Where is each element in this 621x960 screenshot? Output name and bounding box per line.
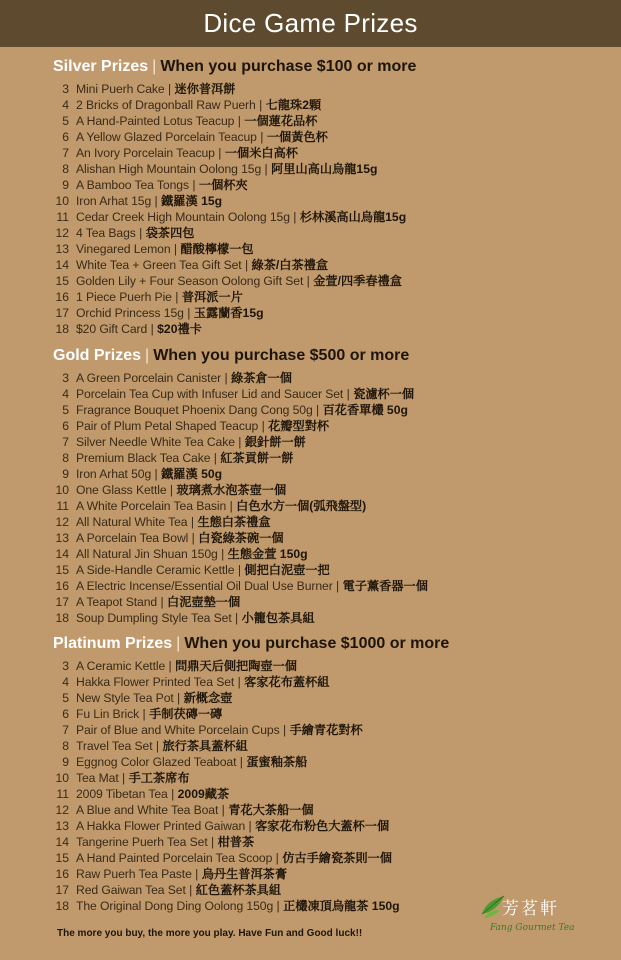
prize-item bbox=[53, 514, 613, 530]
item-separator: | bbox=[221, 371, 232, 385]
prize-name-chinese: 一個蓮花品杯 bbox=[244, 114, 318, 128]
prize-name-chinese: 手制茯磚一磚 bbox=[149, 707, 223, 721]
prize-name-chinese: 烏丹生普洱茶膏 bbox=[201, 867, 288, 881]
prize-name-english: $20 Gift Card bbox=[76, 322, 148, 336]
heading-separator: | bbox=[145, 347, 150, 364]
dice-roll-number: 3 bbox=[62, 371, 69, 385]
dice-roll-number: 5 bbox=[62, 403, 69, 417]
prize-name-english: Alishan High Mountain Oolong 15g bbox=[76, 162, 262, 176]
prize-name-chinese: 迷你普洱餅 bbox=[174, 82, 236, 96]
prize-name-english: A White Porcelain Tea Basin bbox=[76, 499, 227, 513]
heading-separator: | bbox=[152, 58, 157, 75]
item-separator: | bbox=[164, 82, 175, 96]
item-separator: | bbox=[256, 130, 267, 144]
item-separator: | bbox=[343, 387, 354, 401]
gold-prizes-section bbox=[53, 344, 613, 626]
dice-roll-number: 5 bbox=[62, 114, 69, 128]
prize-item bbox=[53, 81, 613, 97]
prize-name-english: Porcelain Tea Cup with Infuser Lid and Saucer Set bbox=[76, 387, 344, 401]
prize-name-english: 1 Piece Puerh Pie bbox=[76, 290, 172, 304]
prize-item bbox=[53, 450, 613, 466]
prize-name-chinese: 蛋蜜釉茶船 bbox=[246, 755, 308, 769]
dice-roll-number: 6 bbox=[62, 419, 69, 433]
prize-item bbox=[53, 321, 613, 337]
prize-name-chinese: 新概念壺 bbox=[183, 691, 233, 705]
prize-name-chinese: 正欉凍頂烏龍茶 150g bbox=[283, 899, 400, 913]
dice-roll-number: 7 bbox=[62, 435, 69, 449]
item-separator: | bbox=[147, 322, 158, 336]
prize-item bbox=[53, 770, 613, 786]
dice-roll-number: 7 bbox=[62, 146, 69, 160]
brand-logo bbox=[478, 892, 588, 940]
item-separator: | bbox=[255, 98, 266, 112]
prize-name-english: A Green Porcelain Canister bbox=[76, 371, 222, 385]
prize-name-chinese: 一個黃色杯 bbox=[266, 130, 328, 144]
prize-name-chinese: 2009藏茶 bbox=[177, 787, 230, 801]
prize-item bbox=[53, 289, 613, 305]
prize-item bbox=[53, 386, 613, 402]
dice-roll-number: 10 bbox=[55, 483, 69, 497]
section-heading bbox=[53, 344, 613, 368]
tier-condition: When you purchase $100 or more bbox=[160, 58, 417, 75]
prize-name-chinese: 一個米白高杯 bbox=[224, 146, 298, 160]
item-separator: | bbox=[188, 178, 199, 192]
prize-name-chinese: 白色水方一個(弧飛盤型) bbox=[236, 499, 367, 513]
heading-separator: | bbox=[176, 635, 181, 652]
prize-name-chinese: 旅行茶具蓋杯組 bbox=[162, 739, 248, 753]
item-separator: | bbox=[170, 242, 181, 256]
tier-name: Platinum Prizes bbox=[53, 635, 173, 652]
prize-name-english: 2009 Tibetan Tea bbox=[76, 787, 168, 801]
dice-roll-number: 16 bbox=[55, 579, 69, 593]
dice-roll-number: 3 bbox=[62, 659, 69, 673]
prize-name-english: White Tea + Green Tea Gift Set bbox=[76, 258, 242, 272]
section-heading bbox=[53, 632, 613, 656]
dice-roll-number: 8 bbox=[62, 162, 69, 176]
prize-item bbox=[53, 305, 613, 321]
title-bar bbox=[0, 0, 621, 47]
dice-roll-number: 11 bbox=[56, 787, 69, 801]
prize-name-chinese: 百花香單欉 50g bbox=[322, 403, 408, 417]
dice-roll-number: 12 bbox=[55, 226, 69, 240]
dice-roll-number: 3 bbox=[62, 82, 69, 96]
item-separator: | bbox=[173, 691, 184, 705]
prize-name-chinese: 青花大茶船一個 bbox=[228, 803, 314, 817]
dice-roll-number: 18 bbox=[55, 611, 69, 625]
tier-condition: When you purchase $1000 or more bbox=[184, 635, 450, 652]
prize-name-chinese: 紅色蓋杯茶具組 bbox=[195, 883, 282, 897]
prize-item bbox=[53, 466, 613, 482]
prize-item bbox=[53, 241, 613, 257]
page-title: Dice Game Prizes bbox=[203, 8, 418, 38]
prize-name-chinese: 小籠包茶具組 bbox=[241, 611, 315, 625]
prize-name-english: Orchid Princess 15g bbox=[76, 306, 184, 320]
prize-name-english: All Natural Jin Shuan 150g bbox=[76, 547, 218, 561]
prize-item bbox=[53, 818, 613, 834]
prize-name-chinese: $20禮卡 bbox=[157, 322, 202, 336]
prize-name-chinese: 七龍珠2顆 bbox=[265, 98, 322, 112]
item-separator: | bbox=[261, 162, 272, 176]
prize-name-chinese: 客家花布粉色大蓋杯一個 bbox=[255, 819, 390, 833]
prize-item bbox=[53, 658, 613, 674]
dice-roll-number: 17 bbox=[55, 883, 69, 897]
prize-name-english: Vinegared Lemon bbox=[76, 242, 171, 256]
prize-name-chinese: 醋酸檸檬一包 bbox=[180, 242, 254, 256]
item-separator: | bbox=[118, 771, 129, 785]
prize-name-english: 2 Bricks of Dragonball Raw Puerh bbox=[76, 98, 256, 112]
prize-item bbox=[53, 434, 613, 450]
dice-roll-number: 11 bbox=[56, 210, 69, 224]
dice-roll-number: 13 bbox=[55, 242, 69, 256]
item-separator: | bbox=[185, 883, 196, 897]
item-separator: | bbox=[236, 755, 247, 769]
item-separator: | bbox=[210, 451, 221, 465]
prize-name-english: Cedar Creek High Mountain Oolong 15g bbox=[76, 210, 290, 224]
logo-english-name: Fang Gourmet Tea bbox=[490, 923, 575, 933]
dice-roll-number: 8 bbox=[62, 739, 69, 753]
prize-name-english: Soup Dumpling Style Tea Set bbox=[76, 611, 232, 625]
prize-name-english: A Electric Incense/Essential Oil Dual Use Burner bbox=[76, 579, 333, 593]
prize-item bbox=[53, 866, 613, 882]
prize-item bbox=[53, 257, 613, 273]
prize-name-chinese: 白瓷綠茶碗一個 bbox=[198, 531, 284, 545]
prize-item bbox=[53, 594, 613, 610]
prize-item bbox=[53, 177, 613, 193]
prize-item bbox=[53, 418, 613, 434]
item-separator: | bbox=[303, 274, 314, 288]
prize-name-english: Tea Mat bbox=[76, 771, 119, 785]
item-separator: | bbox=[171, 290, 182, 304]
dice-roll-number: 7 bbox=[62, 723, 69, 737]
item-separator: | bbox=[157, 595, 168, 609]
item-separator: | bbox=[207, 835, 218, 849]
dice-roll-number: 13 bbox=[55, 819, 69, 833]
prize-name-chinese: 問鼎天后側把陶壺一個 bbox=[175, 659, 297, 673]
dice-roll-number: 18 bbox=[55, 322, 69, 336]
prize-item bbox=[53, 145, 613, 161]
item-separator: | bbox=[152, 739, 163, 753]
tier-condition: When you purchase $500 or more bbox=[153, 347, 410, 364]
prize-item bbox=[53, 402, 613, 418]
prize-item bbox=[53, 834, 613, 850]
prize-name-chinese: 瓷濾杯一個 bbox=[353, 387, 415, 401]
prize-name-english: A Yellow Glazed Porcelain Teacup bbox=[76, 130, 257, 144]
prize-name-chinese: 手繪青花對杯 bbox=[289, 723, 363, 737]
silver-prizes-section bbox=[53, 55, 613, 337]
dice-roll-number: 4 bbox=[62, 387, 69, 401]
prize-name-english: 4 Tea Bags bbox=[76, 226, 136, 240]
platinum-prizes-section bbox=[53, 632, 613, 914]
prize-name-english: An Ivory Porcelain Teacup bbox=[76, 146, 215, 160]
prize-name-chinese: 電子薰香器一個 bbox=[342, 579, 428, 593]
prize-item bbox=[53, 610, 613, 626]
prize-name-english: All Natural White Tea bbox=[76, 515, 188, 529]
prize-item bbox=[53, 129, 613, 145]
prize-name-chinese: 一個杯夾 bbox=[198, 178, 248, 192]
prize-name-english: A Side-Handle Ceramic Kettle bbox=[76, 563, 235, 577]
dice-roll-number: 17 bbox=[55, 595, 69, 609]
section-heading bbox=[53, 55, 613, 79]
prize-item bbox=[53, 850, 613, 866]
prize-name-english: Pair of Blue and White Porcelain Cups bbox=[76, 723, 280, 737]
item-separator: | bbox=[165, 659, 176, 673]
dice-roll-number: 9 bbox=[62, 755, 69, 769]
item-separator: | bbox=[312, 403, 323, 417]
tier-name: Gold Prizes bbox=[53, 347, 142, 364]
dice-roll-number: 15 bbox=[55, 274, 69, 288]
dice-roll-number: 4 bbox=[62, 98, 69, 112]
prize-name-chinese: 綠茶/白茶禮盒 bbox=[251, 258, 329, 272]
prize-item bbox=[53, 546, 613, 562]
prize-name-english: Fragrance Bouquet Phoenix Dang Cong 50g bbox=[76, 403, 313, 417]
prize-name-english: A Bamboo Tea Tongs bbox=[76, 178, 189, 192]
dice-roll-number: 18 bbox=[55, 899, 69, 913]
prize-name-english: Pair of Plum Petal Shaped Teacup bbox=[76, 419, 259, 433]
prize-name-chinese: 鐵羅漢 15g bbox=[161, 194, 223, 208]
item-separator: | bbox=[191, 867, 202, 881]
prize-item bbox=[53, 802, 613, 818]
prize-name-english: A Hand-Painted Lotus Teacup bbox=[76, 114, 235, 128]
prize-name-english: Hakka Flower Printed Tea Set bbox=[76, 675, 235, 689]
item-separator: | bbox=[234, 114, 245, 128]
prize-name-chinese: 綠茶倉一個 bbox=[231, 371, 292, 385]
prize-name-chinese: 柑普茶 bbox=[217, 835, 255, 849]
tier-name: Silver Prizes bbox=[53, 58, 149, 75]
prize-name-chinese: 杉林溪高山烏龍15g bbox=[299, 210, 407, 224]
prize-list bbox=[53, 658, 613, 914]
item-separator: | bbox=[217, 547, 228, 561]
prize-name-english: Eggnog Color Glazed Teaboat bbox=[76, 755, 237, 769]
item-separator: | bbox=[188, 531, 199, 545]
item-separator: | bbox=[135, 226, 146, 240]
prize-name-english: Travel Tea Set bbox=[76, 739, 153, 753]
dice-roll-number: 12 bbox=[55, 803, 69, 817]
item-separator: | bbox=[226, 499, 237, 513]
prize-name-english: A Blue and White Tea Boat bbox=[76, 803, 219, 817]
prize-name-english: Mini Puerh Cake bbox=[76, 82, 165, 96]
item-separator: | bbox=[166, 483, 177, 497]
prize-item bbox=[53, 482, 613, 498]
item-separator: | bbox=[187, 515, 198, 529]
item-separator: | bbox=[272, 851, 283, 865]
prize-name-chinese: 玉露蘭香15g bbox=[193, 306, 264, 320]
dice-roll-number: 10 bbox=[55, 771, 69, 785]
item-separator: | bbox=[234, 675, 245, 689]
prize-name-english: Tangerine Puerh Tea Set bbox=[76, 835, 208, 849]
item-separator: | bbox=[273, 899, 284, 913]
prize-name-chinese: 袋茶四包 bbox=[145, 226, 195, 240]
prize-item bbox=[53, 722, 613, 738]
dice-roll-number: 15 bbox=[55, 851, 69, 865]
prize-item bbox=[53, 706, 613, 722]
prize-name-chinese: 白泥壺墊一個 bbox=[167, 595, 241, 609]
prize-name-chinese: 銀針餅一餅 bbox=[244, 435, 306, 449]
prize-name-english: A Porcelain Tea Bowl bbox=[76, 531, 189, 545]
dice-roll-number: 14 bbox=[55, 835, 69, 849]
prize-name-english: One Glass Kettle bbox=[76, 483, 167, 497]
prize-name-english: Red Gaiwan Tea Set bbox=[76, 883, 186, 897]
prize-name-english: Golden Lily + Four Season Oolong Gift Set bbox=[76, 274, 304, 288]
prize-item bbox=[53, 674, 613, 690]
prize-name-english: Premium Black Tea Cake bbox=[76, 451, 211, 465]
prize-name-chinese: 金萱/四季春禮盒 bbox=[313, 274, 402, 288]
prize-item bbox=[53, 97, 613, 113]
prize-item bbox=[53, 225, 613, 241]
prize-name-english: The Original Dong Ding Oolong 150g bbox=[76, 899, 274, 913]
prize-name-chinese: 紅茶貢餅一餅 bbox=[220, 451, 294, 465]
prize-name-english: A Hakka Flower Printed Gaiwan bbox=[76, 819, 246, 833]
dice-roll-number: 14 bbox=[55, 547, 69, 561]
dice-roll-number: 11 bbox=[56, 499, 69, 513]
prize-name-chinese: 玻璃煮水泡茶壺一個 bbox=[176, 483, 287, 497]
prize-name-chinese: 生態金萱 150g bbox=[227, 547, 308, 561]
prize-name-chinese: 鐵羅漢 50g bbox=[161, 467, 223, 481]
item-separator: | bbox=[234, 435, 245, 449]
prize-name-english: A Teapot Stand bbox=[76, 595, 158, 609]
prize-name-english: Silver Needle White Tea Cake bbox=[76, 435, 235, 449]
dice-roll-number: 5 bbox=[62, 691, 69, 705]
logo-chinese-name: 芳茗軒 bbox=[502, 899, 559, 919]
footer-note: The more you buy, the more you play. Have Fun and Good luck!! bbox=[57, 928, 363, 939]
prize-list bbox=[53, 81, 613, 337]
prize-name-chinese: 阿里山高山烏龍15g bbox=[271, 162, 378, 176]
prize-name-english: A Hand Painted Porcelain Tea Scoop bbox=[76, 851, 273, 865]
prize-name-english: Iron Arhat 15g bbox=[76, 194, 152, 208]
prize-name-chinese: 客家花布蓋杯組 bbox=[244, 675, 330, 689]
dice-roll-number: 16 bbox=[55, 867, 69, 881]
item-separator: | bbox=[245, 819, 256, 833]
dice-roll-number: 17 bbox=[55, 306, 69, 320]
prize-name-english: New Style Tea Pot bbox=[76, 691, 174, 705]
prize-list bbox=[53, 370, 613, 626]
prize-item bbox=[53, 193, 613, 209]
dice-roll-number: 6 bbox=[62, 707, 69, 721]
prize-item bbox=[53, 530, 613, 546]
prize-item bbox=[53, 370, 613, 386]
dice-roll-number: 8 bbox=[62, 451, 69, 465]
prize-item bbox=[53, 113, 613, 129]
item-separator: | bbox=[167, 787, 178, 801]
item-separator: | bbox=[258, 419, 269, 433]
prize-item bbox=[53, 738, 613, 754]
item-separator: | bbox=[279, 723, 290, 737]
item-separator: | bbox=[241, 258, 252, 272]
prize-item bbox=[53, 498, 613, 514]
prize-name-english: A Ceramic Kettle bbox=[76, 659, 166, 673]
prize-name-chinese: 仿古手繪瓷茶則一個 bbox=[282, 851, 392, 865]
prize-name-chinese: 手工茶席布 bbox=[128, 771, 190, 785]
dice-roll-number: 14 bbox=[55, 258, 69, 272]
dice-roll-number: 4 bbox=[62, 675, 69, 689]
dice-roll-number: 15 bbox=[55, 563, 69, 577]
item-separator: | bbox=[218, 803, 229, 817]
prize-name-english: Fu Lin Brick bbox=[76, 707, 140, 721]
item-separator: | bbox=[332, 579, 343, 593]
item-separator: | bbox=[214, 146, 225, 160]
item-separator: | bbox=[289, 210, 300, 224]
dice-roll-number: 9 bbox=[62, 467, 69, 481]
item-separator: | bbox=[234, 563, 245, 577]
item-separator: | bbox=[139, 707, 150, 721]
prize-item bbox=[53, 690, 613, 706]
item-separator: | bbox=[183, 306, 194, 320]
prize-name-english: Raw Puerh Tea Paste bbox=[76, 867, 192, 881]
prize-item bbox=[53, 578, 613, 594]
dice-roll-number: 12 bbox=[55, 515, 69, 529]
dice-roll-number: 6 bbox=[62, 130, 69, 144]
dice-roll-number: 13 bbox=[55, 531, 69, 545]
prize-item bbox=[53, 161, 613, 177]
prize-name-chinese: 普洱派一片 bbox=[181, 290, 243, 304]
prize-item bbox=[53, 273, 613, 289]
prize-item bbox=[53, 786, 613, 802]
dice-roll-number: 10 bbox=[55, 194, 69, 208]
prize-name-chinese: 生態白茶禮盒 bbox=[197, 515, 271, 529]
prize-name-chinese: 花瓣型對杯 bbox=[268, 419, 330, 433]
item-separator: | bbox=[151, 467, 162, 481]
prize-name-english: Iron Arhat 50g bbox=[76, 467, 152, 481]
prize-name-chinese: 側把白泥壺一把 bbox=[244, 563, 330, 577]
item-separator: | bbox=[231, 611, 242, 625]
prize-item bbox=[53, 754, 613, 770]
item-separator: | bbox=[151, 194, 162, 208]
dice-roll-number: 16 bbox=[55, 290, 69, 304]
prize-item bbox=[53, 562, 613, 578]
dice-roll-number: 9 bbox=[62, 178, 69, 192]
prize-item bbox=[53, 209, 613, 225]
